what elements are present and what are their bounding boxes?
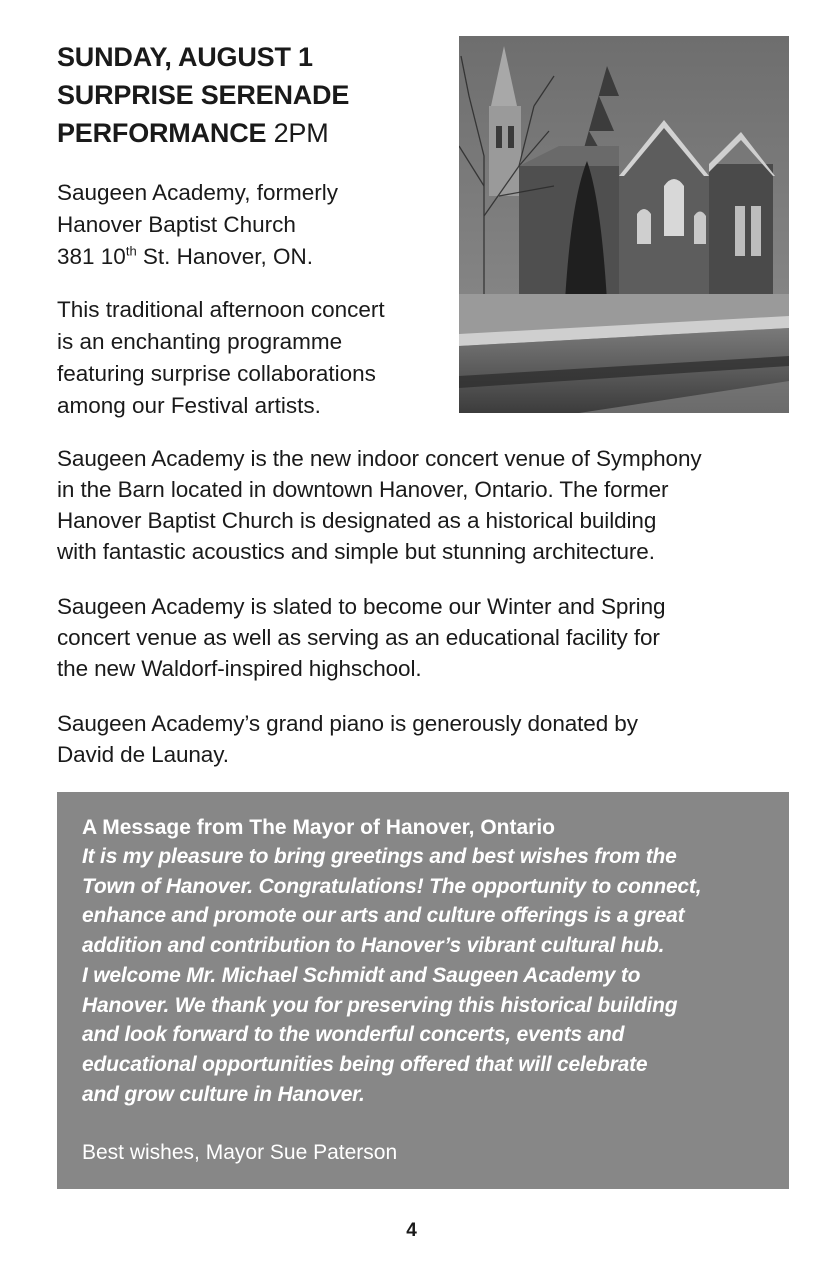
venue-street [57,241,447,273]
paragraph-line: concert venue as well as serving as an educational facility for [57,625,660,650]
future-use-paragraph [57,591,797,684]
message-line: educational opportunities being offered that will celebrate [82,1052,648,1076]
event-name: SURPRISE SERENADE [57,80,350,110]
venue-paragraph [57,443,797,567]
paragraph-line: in the Barn located in downtown Hanover, Ontario. The former [57,477,669,502]
paragraph-line: Saugeen Academy is slated to become our Winter and Spring [57,594,666,619]
event-name-time-line [57,114,447,152]
church-photo [459,36,789,413]
venue-street-number: 381 10 [57,244,126,269]
mayor-message-body [82,842,765,1109]
venue-street-rest: St. Hanover, ON. [136,244,313,269]
message-line: I welcome Mr. Michael Schmidt and Saugeen Academy to [82,963,641,987]
message-line: It is my pleasure to bring greetings and best wishes from the [82,845,677,868]
piano-paragraph [57,708,797,770]
paragraph-line: Hanover Baptist Church is designated as a historical building [57,508,657,533]
event-date: SUNDAY, AUGUST 1 [57,42,313,72]
mayor-message-box [57,792,789,1189]
venue-name: Saugeen Academy, formerly [57,180,338,205]
event-name-end: PERFORMANCE [57,118,267,148]
event-time: 2PM [266,118,329,148]
paragraph-line: Saugeen Academy’s grand piano is generously donated by [57,711,638,736]
venue-former-name: Hanover Baptist Church [57,212,296,237]
description-line: is an enchanting programme [57,329,343,354]
message-line: Town of Hanover. Congratulations! The opportunity to connect, [82,874,702,898]
description-line: This traditional afternoon concert [57,297,385,322]
event-header [57,38,447,152]
message-line: and grow culture in Hanover. [82,1082,365,1106]
description-line: among our Festival artists. [57,393,321,418]
event-title [57,38,447,152]
paragraph-line: the new Waldorf-inspired highschool. [57,656,422,681]
event-description [57,294,452,422]
description-line: featuring surprise collaborations [57,361,376,386]
message-line: Hanover. We thank you for preserving this historical building [82,993,678,1017]
venue-street-suffix: th [125,243,137,259]
mayor-message-heading: A Message from The Mayor of Hanover, Ontario [82,816,555,839]
venue-address [57,177,447,273]
paragraph-line: with fantastic acoustics and simple but stunning architecture. [57,539,655,564]
message-line: addition and contribution to Hanover’s vibrant cultural hub. [82,934,665,958]
paragraph-line: Saugeen Academy is the new indoor concert venue of Symphony [57,446,702,471]
page-number: 4 [406,1220,417,1241]
paragraph-line: David de Launay. [57,742,229,767]
message-line: enhance and promote our arts and culture offerings is a great [82,904,685,928]
mayor-signoff: Best wishes, Mayor Sue Paterson [82,1141,398,1165]
message-line: and look forward to the wonderful concerts, events and [82,1023,625,1047]
